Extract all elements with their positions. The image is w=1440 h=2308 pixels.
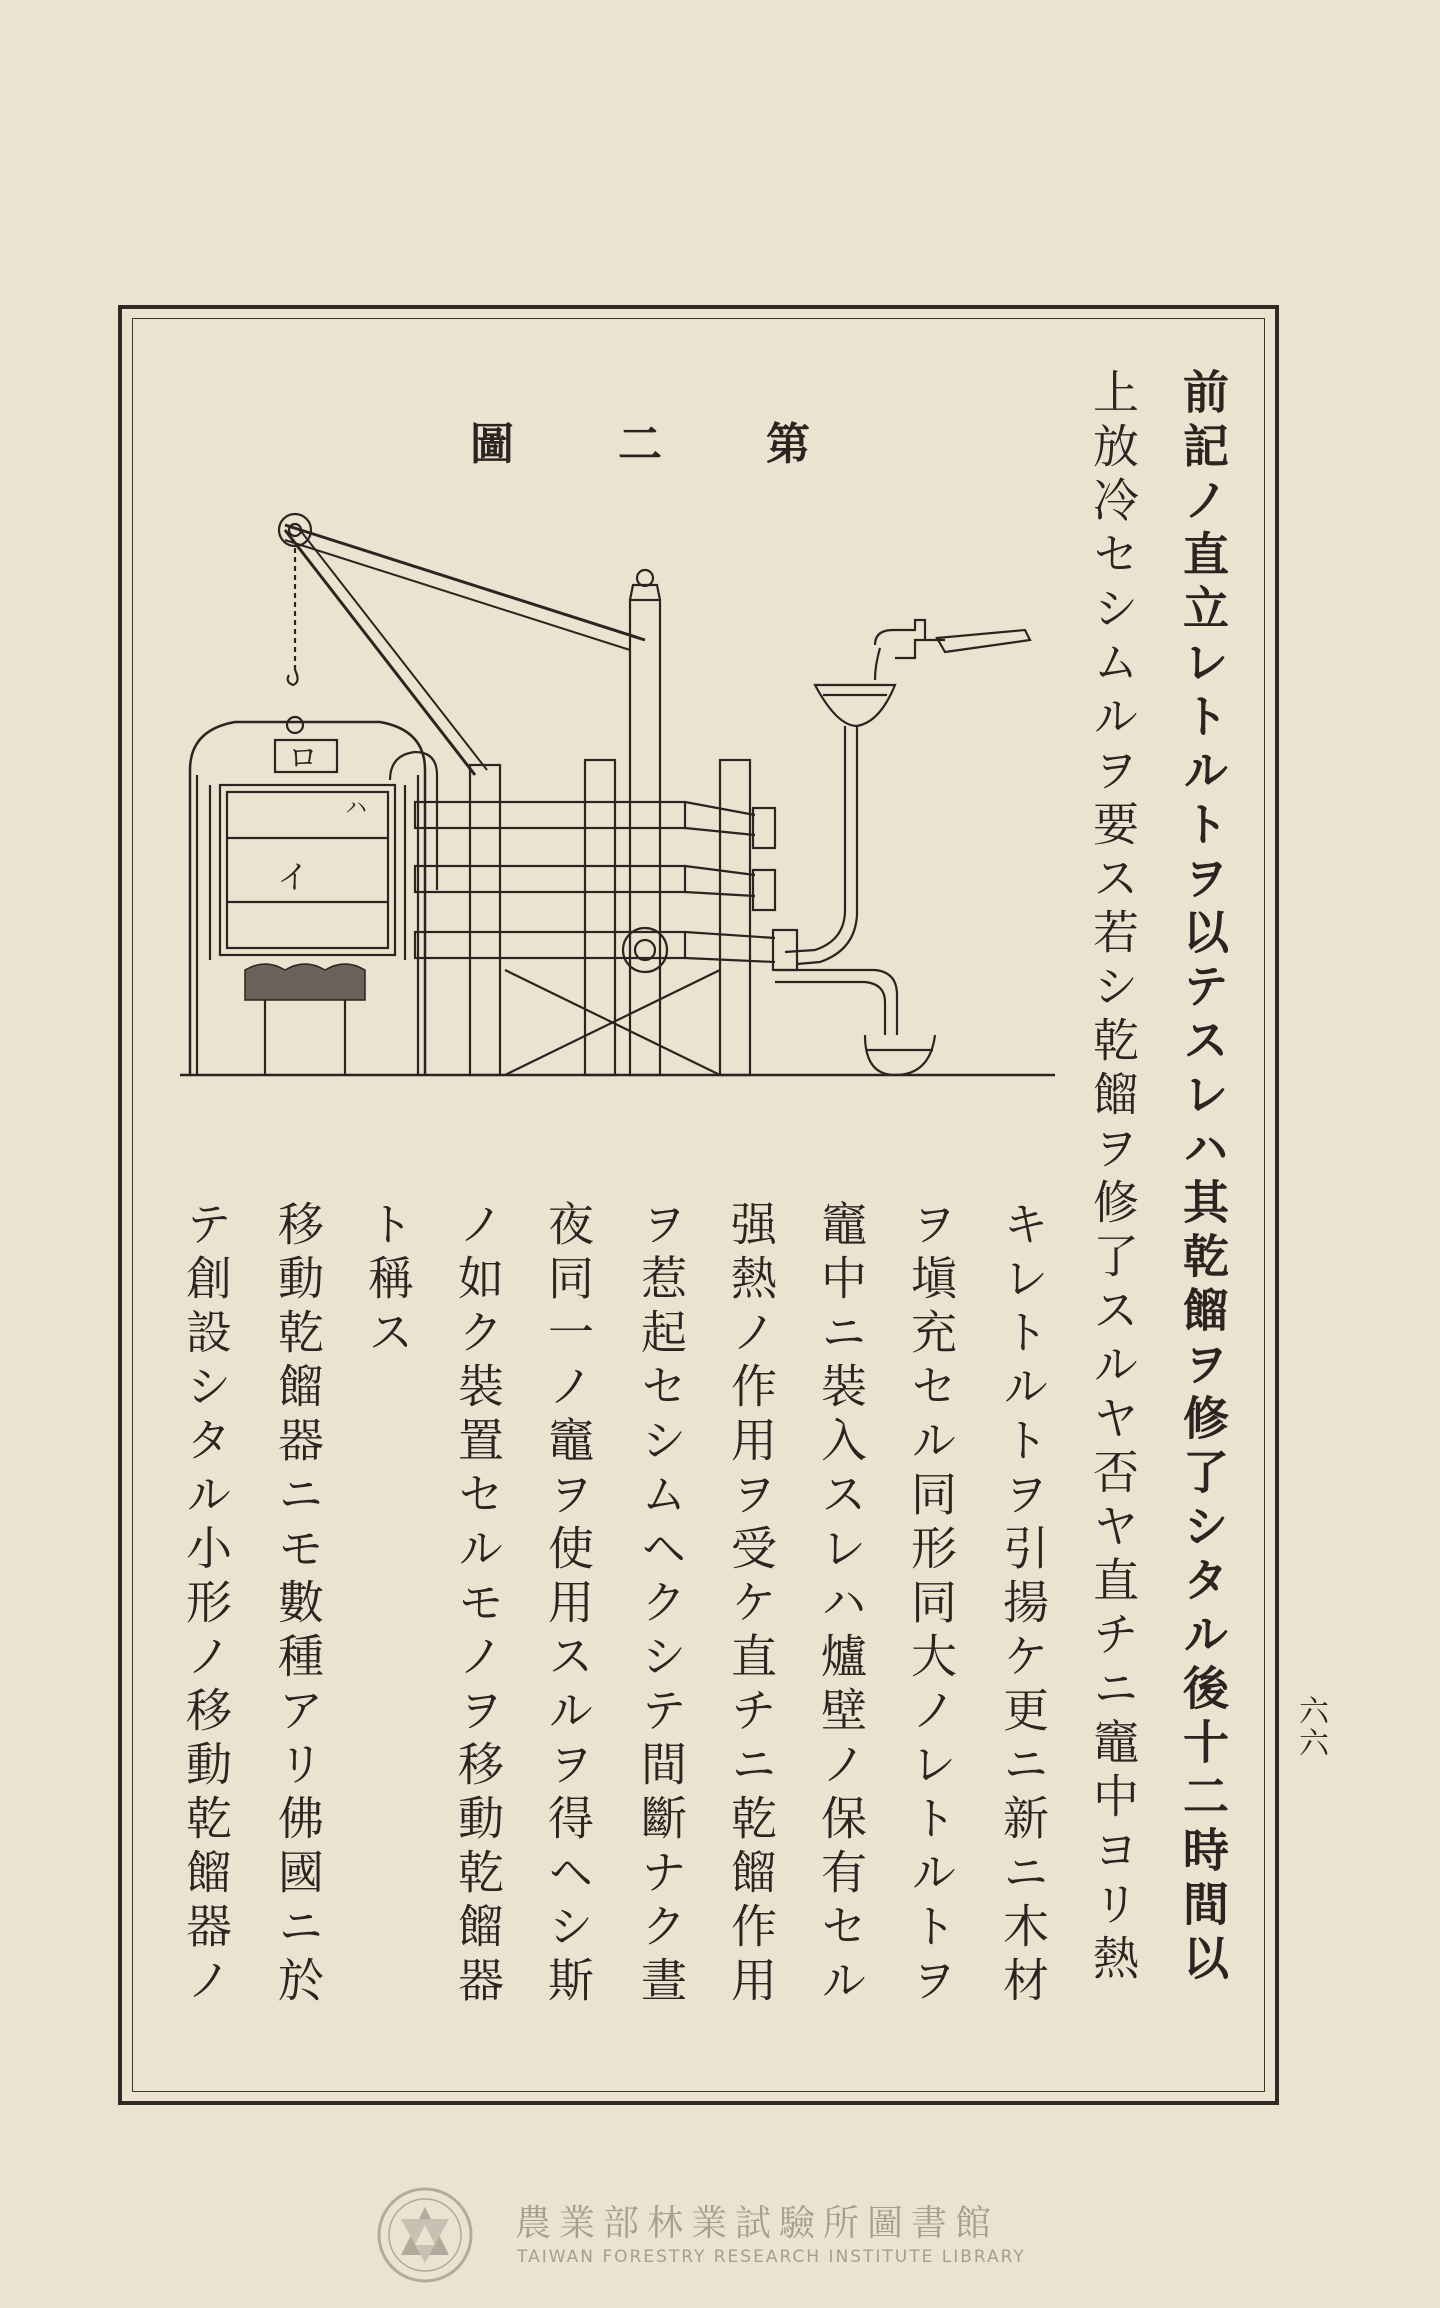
library-stamp-title: 農業部林業試驗所圖書館 (515, 2203, 1000, 2244)
library-stamp-subtitle: TAIWAN FORESTRY RESEARCH INSTITUTE LIBRARY (517, 2247, 1026, 2267)
text-column-6: 强熱ノ作用ヲ受ケ直チニ乾餾作用 (724, 1200, 778, 2010)
label-i: イ (277, 858, 310, 896)
text-column-4: ヲ塡充セル同形同大ノレトルトヲ (904, 1200, 958, 2010)
text-column-12: テ創設シタル小形ノ移動乾餾器ノ (179, 1200, 233, 2010)
text-column-5: 竈中ニ裝入スレハ爐壁ノ保有セル (814, 1200, 868, 2010)
text-column-9: ノ如ク裝置セルモノヲ移動乾餾器 (451, 1200, 505, 2010)
library-stamp (375, 2185, 1075, 2285)
text-column-2: 上放冷セシムルヲ要ス若シ乾餾ヲ修了スルヤ否ヤ直チニ竈中ヨリ熱 (1086, 368, 1140, 1988)
page-number: 六六 (1293, 1695, 1328, 1759)
retort-apparatus-illustration (175, 490, 1055, 1110)
label-ro: ロ (288, 741, 318, 776)
text-column-7: ヲ惹起セシムヘクシテ間斷ナク晝 (634, 1200, 688, 2010)
figure-caption-char-3: 第 (766, 419, 810, 470)
text-column-11: 移動乾餾器ニモ數種アリ佛國ニ於 (271, 1200, 325, 2010)
figure-caption-char-2: 二 (618, 419, 662, 470)
figure-caption-char-1: 圖 (470, 419, 514, 470)
text-column-10: ト稱ス (361, 1200, 415, 1362)
text-column-8: 夜同一ノ竈ヲ使用スルヲ得ヘシ斯 (541, 1200, 595, 2010)
text-column-3: キレトルトヲ引揚ケ更ニ新ニ木材 (996, 1200, 1050, 2010)
figure-caption (470, 408, 810, 472)
text-column-1: 前記ノ直立レトルトヲ以テスレハ其乾餾ヲ修了シタル後十二時間以 (1176, 368, 1230, 1988)
library-seal-icon (375, 2185, 475, 2285)
label-ha: ハ (345, 796, 368, 821)
